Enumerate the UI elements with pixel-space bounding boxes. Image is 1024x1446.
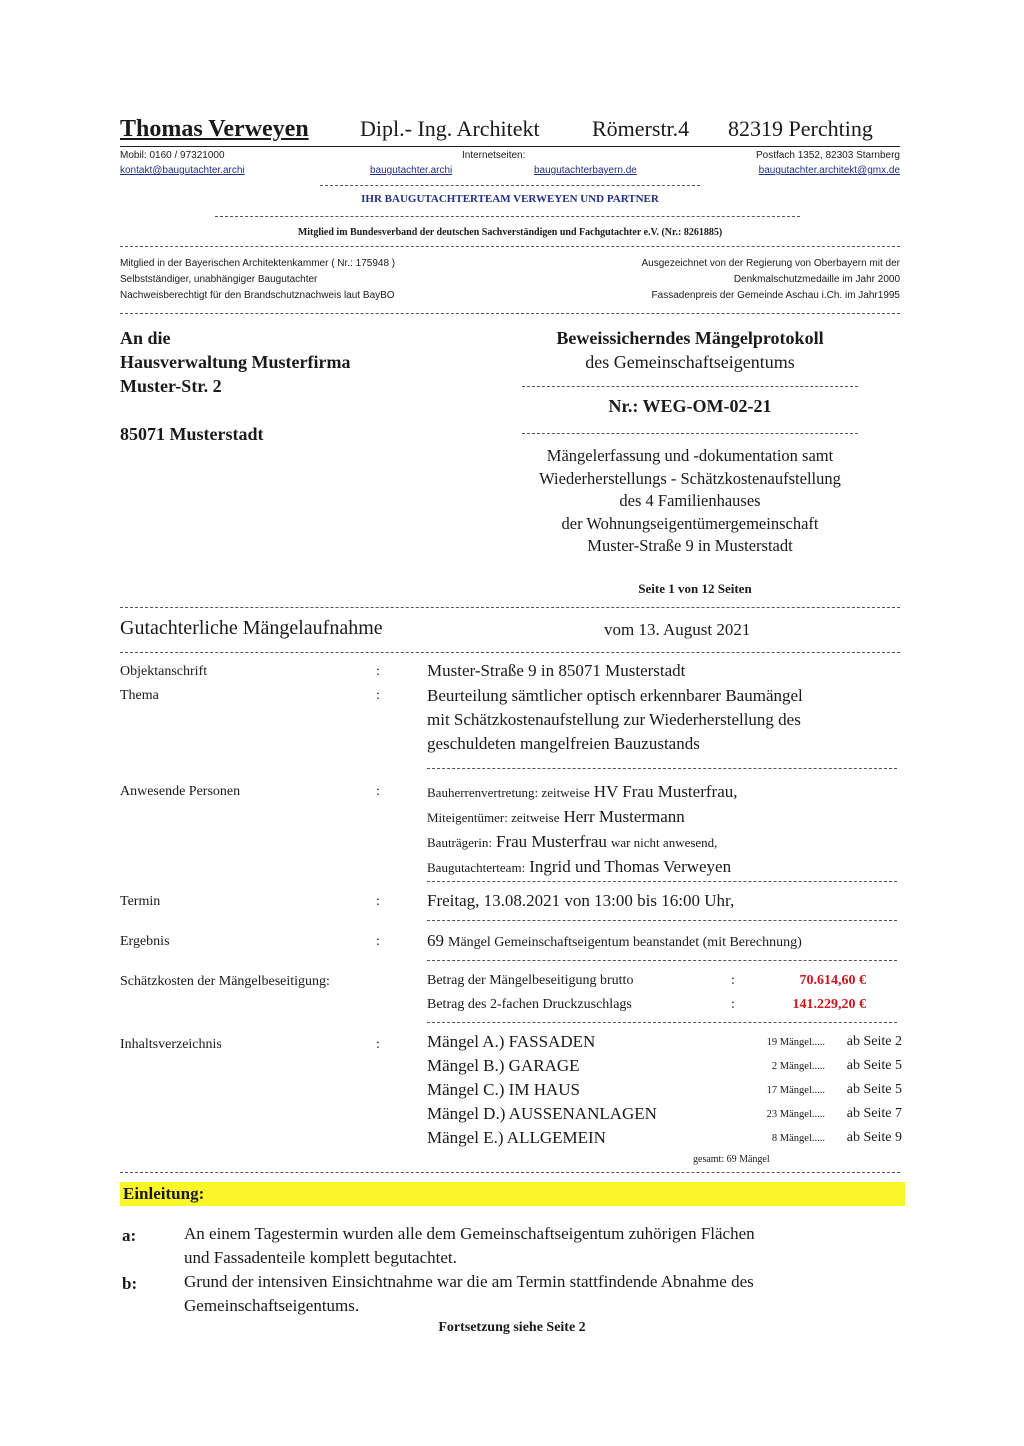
attendee-name: Herr Mustermann — [563, 807, 685, 826]
colon: : — [376, 784, 380, 799]
survey-heading: Gutachterliche Mängelaufnahme — [120, 617, 383, 639]
divider — [120, 246, 900, 247]
toc-total: gesamt: 69 Mängel — [693, 1154, 770, 1165]
recipient-address — [120, 326, 350, 446]
toc-count: 23 Mängel..... — [766, 1109, 825, 1120]
divider — [427, 1022, 897, 1023]
toc-page: ab Seite 9 — [846, 1130, 902, 1145]
toc-title: Mängel C.) IM HAUS — [427, 1080, 580, 1099]
attendee-role: Baugutachterteam: — [427, 860, 526, 875]
divider — [215, 216, 800, 217]
attendee-row — [427, 780, 737, 805]
intro-a-line: und Fassadenteile komplett begutachtet. — [184, 1248, 457, 1267]
right-info-line: Ausgezeichnet von der Regierung von Oberbayern mit der — [641, 258, 900, 269]
toc-title: Mängel B.) GARAGE — [427, 1056, 580, 1075]
protocol-desc-line: Mängelerfassung und -dokumentation samt — [546, 446, 834, 465]
toc-count: 19 Mängel..... — [766, 1037, 825, 1048]
divider — [427, 920, 897, 921]
protocol-description — [500, 445, 880, 558]
internet-label: Internetseiten: — [462, 150, 526, 161]
intro-b-text — [184, 1270, 754, 1318]
letterhead — [120, 116, 900, 147]
label-table-of-contents: Inhaltsverzeichnis — [120, 1037, 222, 1052]
cost-row-1-label: Betrag der Mängelbeseitigung brutto — [427, 973, 634, 988]
intro-a-text — [184, 1222, 755, 1270]
attendee-note: war nicht anwesend, — [610, 835, 718, 850]
value-date: Freitag, 13.08.2021 von 13:00 bis 16:00 Uhr, — [427, 891, 735, 910]
left-info — [120, 256, 395, 304]
topic-line: geschuldeten mangelfreien Bauzustands — [427, 734, 700, 753]
toc-count: 17 Mängel..... — [766, 1085, 825, 1096]
label-object-address: Objektanschrift — [120, 664, 208, 679]
attendee-name: HV Frau Musterfrau, — [593, 782, 738, 801]
contact-postbox: Postfach 1352, 82303 Starnberg — [756, 150, 900, 161]
value-object-address: Muster-Straße 9 in 85071 Musterstadt — [427, 661, 686, 680]
intro-b-line: Gemeinschaftseigentums. — [184, 1296, 360, 1315]
toc-page: ab Seite 7 — [846, 1106, 902, 1121]
intro-a-label: a: — [122, 1226, 137, 1245]
left-info-line: Mitglied in der Bayerischen Architektenkammer ( Nr.: 175948 ) — [120, 258, 396, 269]
recipient-line: An die — [120, 328, 171, 348]
architect-city: 82319 Perchting — [728, 116, 873, 141]
colon: : — [376, 934, 380, 949]
attendee-list — [427, 780, 737, 880]
recipient-line: Muster-Str. 2 — [120, 376, 222, 396]
divider — [522, 386, 858, 387]
survey-date: vom 13. August 2021 — [604, 620, 751, 639]
protocol-desc-line: des 4 Familienhauses — [619, 491, 761, 510]
intro-b-label: b: — [122, 1274, 138, 1293]
website-link-2[interactable]: baugutachterbayern.de — [534, 165, 637, 176]
protocol-desc-line: der Wohnungseigentümergemeinschaft — [561, 513, 819, 533]
protocol-desc-line: Wiederherstellungs - Schätzkostenaufstellung — [539, 468, 841, 488]
right-info — [540, 256, 900, 304]
right-info-line: Denkmalschutzmedaille im Jahr 2000 — [733, 274, 900, 285]
intro-heading: Einleitung: — [120, 1182, 905, 1206]
toc-page: ab Seite 2 — [846, 1034, 902, 1049]
colon: : — [731, 997, 735, 1012]
intro-a-line: An einem Tagestermin wurden alle dem Gemeinschaftseigentum zuhörigen Flächen — [184, 1224, 755, 1243]
divider — [427, 768, 897, 769]
toc-page: ab Seite 5 — [846, 1058, 902, 1073]
protocol-number: Nr.: WEG-OM-02-21 — [608, 396, 772, 416]
colon: : — [376, 664, 380, 679]
label-result: Ergebnis — [120, 934, 170, 949]
toc-title: Mängel A.) FASSADEN — [427, 1032, 596, 1051]
architect-street: Römerstr.4 — [592, 116, 690, 141]
value-topic — [427, 684, 803, 756]
team-banner: IHR BAUGUTACHTERTEAM VERWEYEN UND PARTNER — [361, 193, 659, 205]
label-estimated-costs: Schätzkosten der Mängelbeseitigung: — [120, 974, 330, 989]
result-text: Mängel Gemeinschaftseigentum beanstandet (mit Berechnung) — [448, 935, 802, 950]
divider — [522, 433, 858, 434]
right-info-line: Fassadenpreis der Gemeinde Aschau i.Ch. im Jahr1995 — [651, 290, 900, 301]
colon: : — [376, 688, 380, 703]
attendee-row — [427, 805, 737, 830]
attendee-role: Bauträgerin: — [427, 835, 492, 850]
intro-b-line: Grund der intensiven Einsichtnahme war die am Termin stattfindende Abnahme des — [184, 1272, 754, 1291]
divider — [320, 185, 700, 186]
contact-email-link-2[interactable]: baugutachter.architekt@gmx.de — [758, 165, 900, 176]
divider — [427, 881, 897, 882]
recipient-city: 85071 Musterstadt — [120, 424, 264, 444]
colon: : — [731, 973, 735, 988]
topic-line: mit Schätzkostenaufstellung zur Wiederherstellung des — [427, 710, 801, 729]
toc-entry[interactable] — [427, 1128, 902, 1152]
contact-mobile: Mobil: 0160 / 97321000 — [120, 150, 225, 161]
protocol-title: Beweissicherndes Mängelprotokoll — [556, 328, 824, 348]
attendee-name: Frau Musterfrau — [495, 832, 607, 851]
topic-line: Beurteilung sämtlicher optisch erkennbarer Baumängel — [427, 686, 803, 705]
divider — [120, 607, 900, 608]
divider — [120, 652, 900, 653]
toc-entry[interactable] — [427, 1080, 902, 1104]
label-topic: Thema — [120, 688, 159, 703]
toc-count: 2 Mängel..... — [771, 1061, 825, 1072]
protocol-subtitle: des Gemeinschaftseigentums — [585, 352, 795, 372]
architect-name: Thomas Verweyen — [120, 116, 309, 142]
value-result — [427, 931, 802, 951]
protocol-desc-line: Muster-Straße 9 in Musterstadt — [587, 536, 793, 555]
attendee-role: Miteigentümer: zeitweise — [427, 810, 560, 825]
attendee-name: Ingrid und Thomas Verweyen — [529, 857, 732, 876]
toc-count: 8 Mängel..... — [771, 1133, 825, 1144]
left-info-line: Selbstständiger, unabhängiger Baugutachter — [120, 274, 318, 285]
attendee-row — [427, 855, 737, 880]
label-attendees: Anwesende Personen — [120, 784, 241, 799]
divider — [120, 1172, 900, 1173]
toc-entry[interactable] — [427, 1056, 902, 1080]
divider — [427, 960, 897, 961]
colon: : — [376, 1037, 380, 1052]
recipient-line: Hausverwaltung Musterfirma — [120, 352, 351, 372]
toc-title: Mängel D.) AUSSENANLAGEN — [427, 1104, 657, 1123]
divider — [120, 313, 900, 314]
cost-row-2-label: Betrag des 2-fachen Druckzuschlags — [427, 997, 632, 1012]
protocol-block — [500, 326, 880, 374]
architect-title: Dipl.- Ing. Architekt — [360, 116, 540, 141]
cost-row-2-value: 141.229,20 € — [792, 997, 866, 1012]
toc-entry[interactable] — [427, 1032, 902, 1056]
toc-page: ab Seite 5 — [846, 1082, 902, 1097]
page-indicator: Seite 1 von 12 Seiten — [638, 581, 752, 596]
toc-title: Mängel E.) ALLGEMEIN — [427, 1128, 606, 1147]
cost-row-1-value: 70.614,60 € — [799, 973, 866, 988]
attendee-row — [427, 830, 737, 855]
contact-email-link[interactable]: kontakt@baugutachter.archi — [120, 165, 245, 176]
continuation-note: Fortsetzung siehe Seite 2 — [438, 1320, 586, 1335]
result-count: 69 — [427, 931, 444, 950]
toc-entry[interactable] — [427, 1104, 902, 1128]
membership-line: Mitglied im Bundesverband der deutschen Sachverständigen und Fachgutachter e.V. (Nr.: 8261885) — [297, 227, 723, 238]
left-info-line: Nachweisberechtigt für den Brandschutznachweis laut BayBO — [120, 290, 395, 301]
attendee-role: Bauherrenvertretung: zeitweise — [427, 785, 590, 800]
website-link-1[interactable]: baugutachter.archi — [370, 165, 453, 176]
colon: : — [376, 894, 380, 909]
label-date: Termin — [120, 894, 161, 909]
